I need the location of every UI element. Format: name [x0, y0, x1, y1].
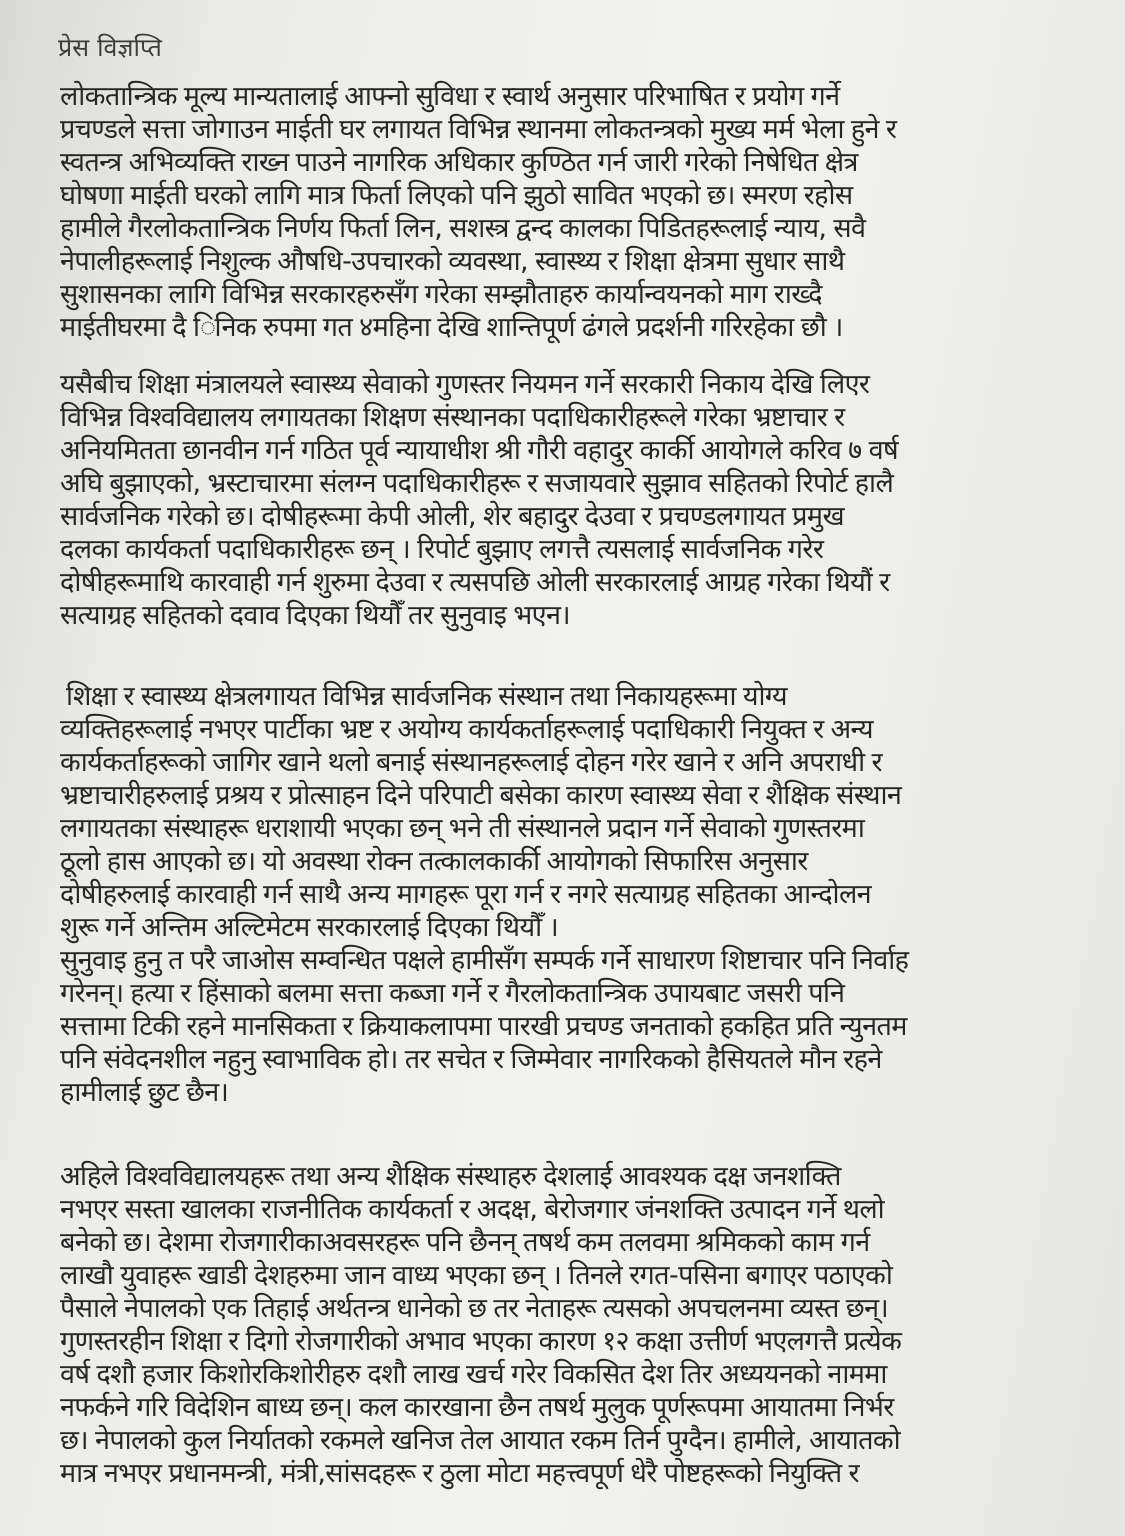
text-line: विभिन्न विश्वविद्यालय लगायतका शिक्षण संस्थानका पदाधिकारीहरूले गरेका भ्रष्टाचार र	[60, 402, 845, 433]
text-line: व्यक्तिहरूलाई नभएर पार्टीका भ्रष्ट र अयोग्य कार्यकर्ताहरूलाई पदाधिकारी नियुक्त र अन्य	[60, 714, 873, 745]
text-line: सुशासनका लागि विभिन्न सरकारहरुसँग गरेका सम्झौताहरु कार्यान्वयनको माग राख्दै	[60, 279, 822, 310]
text-line: लाखौ युवाहरू खाडी देशहरुमा जान वाध्य भएका छन् । तिनले रगत-पसिना बगाएर पठाएको	[60, 1260, 893, 1291]
text-line: सत्याग्रह सहितको दवाव दिएका थियौँ तर सुनुवाइ भएन।	[60, 600, 570, 631]
paragraph-2	[60, 368, 1110, 632]
paragraph-4	[60, 1160, 1110, 1490]
text-line: हामीलाई छुट छैन।	[60, 1077, 229, 1108]
document-title: प्रेस विज्ञप्ति	[58, 33, 162, 62]
text-line: अहिले विश्वविद्यालयहरू तथा अन्य शैक्षिक संस्थाहरु देशलाई आवश्यक दक्ष जनशक्ति	[60, 1161, 841, 1192]
text-line: सुनुवाइ हुनु त परै जाओस सम्वन्धित पक्षले हामीसँग सम्पर्क गर्ने साधारण शिष्टाचार पनि निर्वाह	[60, 945, 909, 976]
text-line: प्रचण्डले सत्ता जोगाउन माईती घर लगायत विभिन्न स्थानमा लोकतन्त्रको मुख्य मर्म भेला हुने र	[60, 114, 897, 145]
text-line: स्वतन्त्र अभिव्यक्ति राख्न पाउने नागरिक अधिकार कुण्ठित गर्न जारी गरेको निषेधित क्षेत्र	[60, 147, 858, 178]
text-line: लगायतका संस्थाहरू धराशायी भएका छन् भने ती संस्थानले प्रदान गर्ने सेवाको गुणस्तरमा	[60, 813, 865, 844]
text-line: घोषणा माईती घरको लागि मात्र फिर्ता लिएको पनि झुठो सावित भएको छ। स्मरण रहोस	[60, 180, 853, 211]
text-line: कार्यकर्ताहरूको जागिर खाने थलो बनाई संस्थानहरूलाई दोहन गरेर खाने र अनि अपराधी र	[60, 747, 882, 778]
text-line: वर्ष दशौ हजार किशोरकिशोरीहरु दशौ लाख खर्च गरेर विकसित देश तिर अध्ययनको नाममा	[60, 1359, 887, 1390]
text-line: दलका कार्यकर्ता पदाधिकारीहरू छन् । रिपोर्ट बुझाए लगत्तै त्यसलाई सार्वजनिक गरेर	[60, 534, 824, 565]
text-line: अनियमितता छानवीन गर्न गठित पूर्व न्यायाधीश श्री गौरी वहादुर कार्की आयोगले करिव ७ वर्ष	[60, 435, 898, 466]
paragraph-3	[60, 680, 1110, 1109]
text-line: मात्र नभएर प्रधानमन्त्री, मंत्री,सांसदहरू र ठुला मोटा महत्त्वपूर्ण धेरै पोष्टहरूको नियुक्ति र	[60, 1458, 859, 1489]
text-line: भ्रष्टाचारीहरुलाई प्रश्रय र प्रोत्साहन दिने परिपाटी बसेका कारण स्वास्थ्य सेवा र शैक्षिक संस्थान	[60, 780, 902, 811]
text-line: गुणस्तरहीन शिक्षा र दिगो रोजगारीको अभाव भएका कारण १२ कक्षा उत्तीर्ण भएलगत्तै प्रत्येक	[60, 1326, 902, 1357]
text-line: सार्वजनिक गरेको छ। दोषीहरूमा केपी ओली, शेर बहादुर देउवा र प्रचण्डलगायत प्रमुख	[60, 501, 844, 532]
text-line: गरेनन्। हत्या र हिंसाको बलमा सत्ता कब्जा गर्ने र गैरलोकतान्त्रिक उपायबाट जसरी पनि	[60, 978, 845, 1009]
text-line: नफर्कने गरि विदेशिन बाध्य छन्। कल कारखाना छैन तषर्थ मुलुक पूर्णरूपमा आयातमा निर्भर	[60, 1392, 894, 1423]
text-line: नेपालीहरूलाई निशुल्क औषधि-उपचारको व्यवस्था, स्वास्थ्य र शिक्षा क्षेत्रमा सुधार साथै	[60, 246, 845, 277]
text-line: अघि बुझाएको, भ्रस्टाचारमा संलग्न पदाधिकारीहरू र सजायवारे सुझाव सहितको रिपोर्ट हालै	[60, 468, 894, 499]
text-line: दोषीहरुलाई कारवाही गर्न साथै अन्य मागहरू पूरा गर्न र नगरे सत्याग्रह सहितका आन्दोलन	[60, 879, 872, 910]
text-line: माईतीघरमा दै िनिक रुपमा गत ४महिना देखि शान्तिपूर्ण ढंगले प्रदर्शनी गरिरहेका छौ ।	[60, 312, 843, 343]
text-line: शिक्षा र स्वास्थ्य क्षेत्रलगायत विभिन्न सार्वजनिक संस्थान तथा निकायहरूमा योग्य	[66, 681, 787, 712]
text-line: पैसाले नेपालको एक तिहाई अर्थतन्त्र धानेको छ तर नेताहरू त्यसको अपचलनमा व्यस्त छन्।	[60, 1293, 889, 1324]
text-line: ठूलो हास आएको छ। यो अवस्था रोक्न तत्कालकार्की आयोगको सिफारिस अनुसार	[60, 846, 808, 877]
text-line: सत्तामा टिकी रहने मानसिकता र क्रियाकलापमा पारखी प्रचण्ड जनताको हकहित प्रति न्युनतम	[60, 1011, 907, 1042]
text-line: हामीले गैरलोकतान्त्रिक निर्णय फिर्ता लिन, सशस्त्र द्वन्द कालका पिडितहरूलाई न्याय, सवै	[60, 213, 866, 244]
paragraph-1	[60, 80, 1110, 344]
text-line: बनेको छ। देशमा रोजगारीकाअवसरहरू पनि छैनन् तषर्थ कम तलवमा श्रमिकको काम गर्न	[60, 1227, 870, 1258]
text-line: यसैबीच शिक्षा मंत्रालयले स्वास्थ्य सेवाको गुणस्तर नियमन गर्ने सरकारी निकाय देखि लिएर	[60, 369, 870, 400]
text-line: दोषीहरूमाथि कारवाही गर्न शुरुमा देउवा र त्यसपछि ओली सरकारलाई आग्रह गरेका थियौं र	[60, 567, 890, 598]
text-line: लोकतान्त्रिक मूल्य मान्यतालाई आफ्नो सुविधा र स्वार्थ अनुसार परिभाषित र प्रयोग गर्ने	[60, 81, 840, 112]
text-line: शुरू गर्ने अन्तिम अल्टिमेटम सरकारलाई दिएका थियौँ ।	[60, 912, 559, 943]
text-line: नभएर सस्ता खालका राजनीतिक कार्यकर्ता र अदक्ष, बेरोजगार जंनशक्ति उत्पादन गर्ने थलो	[60, 1194, 885, 1225]
text-line: पनि संवेदनशील नहुनु स्वाभाविक हो। तर सचेत र जिम्मेवार नागरिकको हैसियतले मौन रहने	[60, 1044, 882, 1075]
text-line: छ। नेपालको कुल निर्यातको रकमले खनिज तेल आयात रकम तिर्न पुग्दैन। हामीले, आयातको	[60, 1425, 901, 1456]
